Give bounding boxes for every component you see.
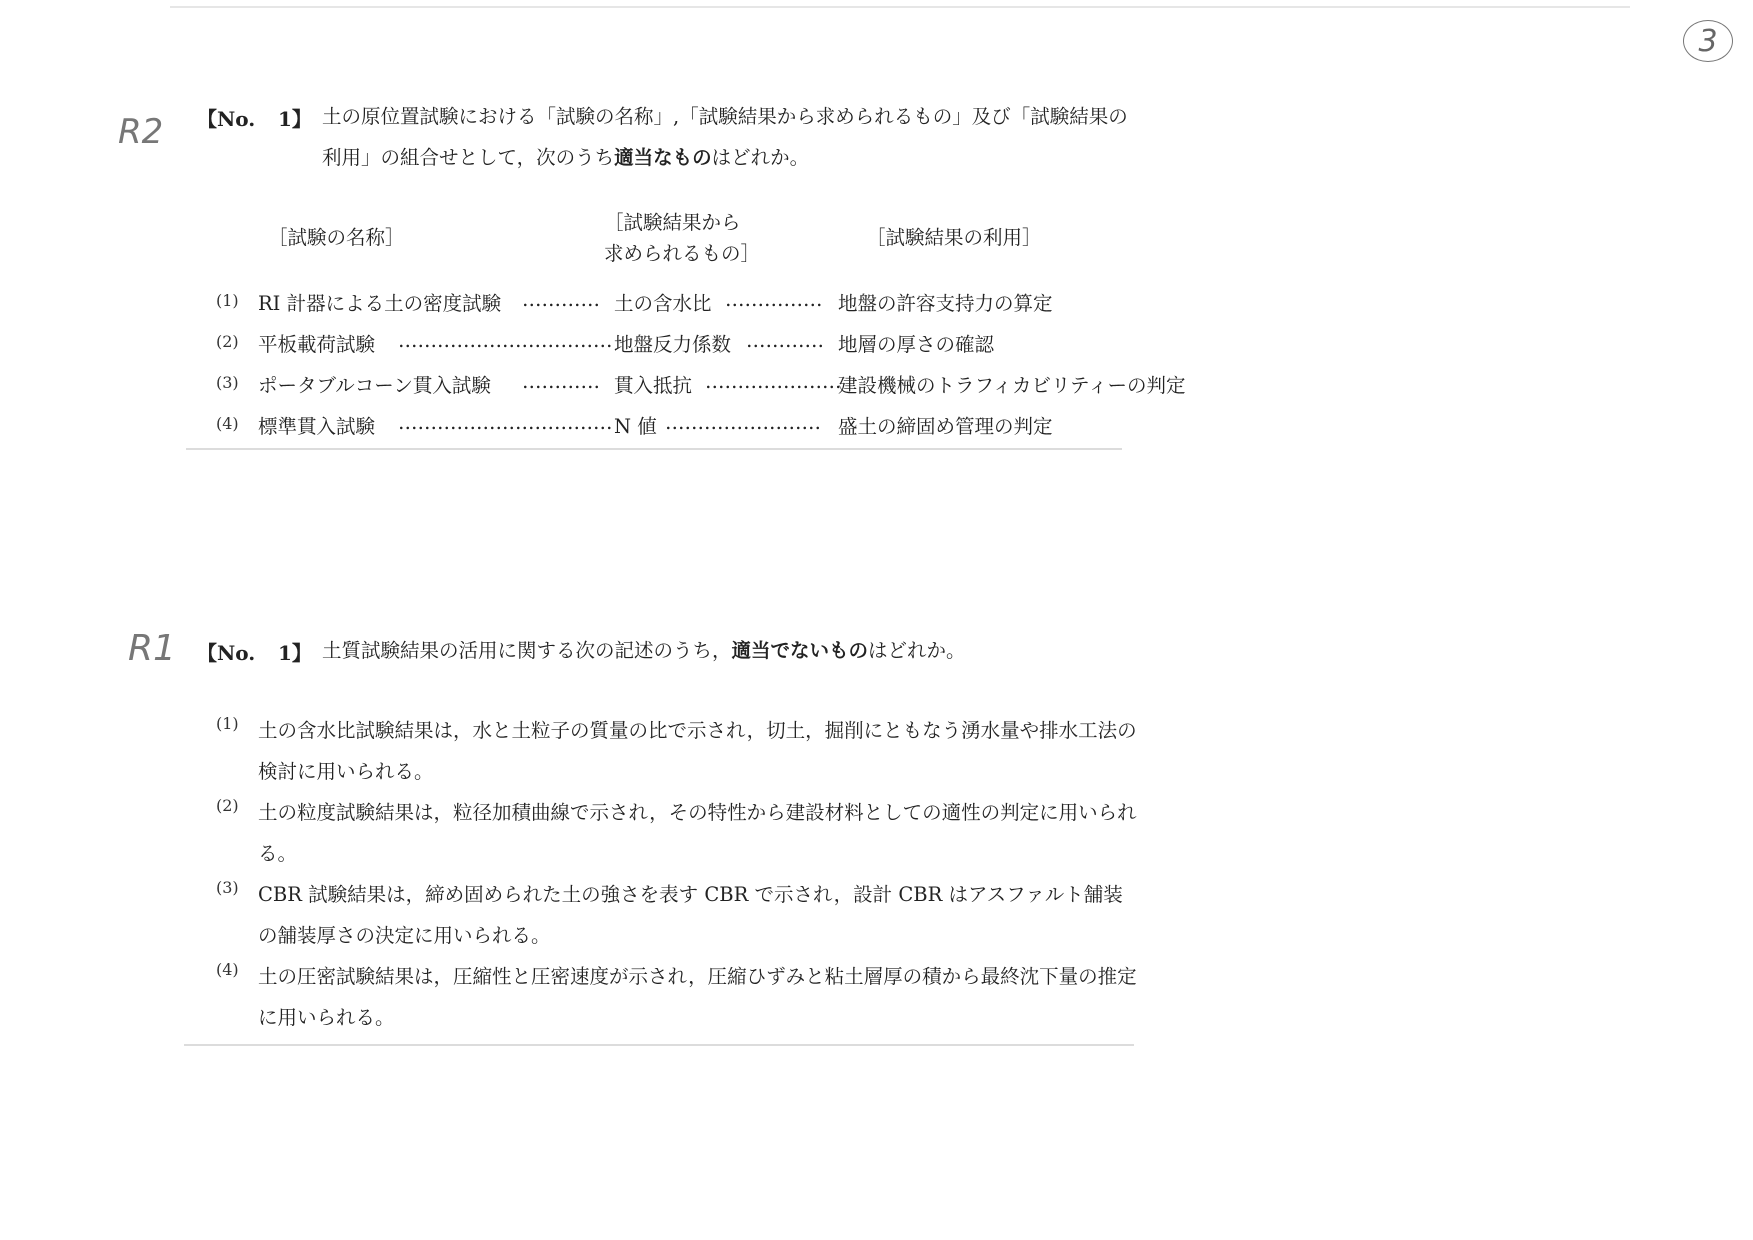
q1-bottom-rule	[186, 448, 1122, 450]
header-test-use: ［試験結果の利用］	[866, 226, 1042, 249]
page-number: 3	[1698, 23, 1718, 59]
q1-question-text: 土の原位置試験における「試験の名称」,「試験結果から求められるもの」及び「試験結果の利用」の組合せとして，次のうち適当なものはどれか。	[322, 105, 1128, 169]
q1-option-2: (2) 平板載荷試験 …………………………… 地盤反力係数 ………… 地層の厚さの確認	[216, 329, 995, 356]
q1-option-1: (1) RI 計器による土の密度試験 ………… 土の含水比 …………… 地盤の許容支持力の算定	[216, 288, 1053, 315]
year-note-r2: R2	[118, 112, 164, 152]
q2-label: 【No.	[197, 641, 256, 665]
scan-top-edge	[170, 6, 1630, 8]
header-test-result: ［試験結果から 求められるもの］	[604, 211, 761, 265]
year-note-r1: R1	[128, 628, 176, 669]
q2-bottom-rule	[184, 1044, 1134, 1046]
q1-number: 1】	[278, 107, 312, 131]
q1-label: 【No.	[197, 107, 256, 131]
q1-emphasis: 適当なもの	[614, 146, 712, 169]
q2-number: 1】	[278, 641, 312, 665]
q2-emphasis: 適当でないもの	[731, 639, 869, 662]
page-number-circle	[1683, 20, 1733, 62]
q2-question-text: 土質試験結果の活用に関する次の記述のうち，適当でないものはどれか。	[322, 639, 966, 662]
q1-option-4: (4) 標準貫入試験 …………………………… N 値 …………………… 盛土の締固め管理の判定	[216, 411, 1053, 438]
q1-option-3: (3) ポータブルコーン貫入試験 ………… 貫入抵抗 ………………… 建設機械のトラフィカビリティーの判定	[216, 370, 1186, 397]
header-test-name: ［試験の名称］	[268, 226, 405, 249]
